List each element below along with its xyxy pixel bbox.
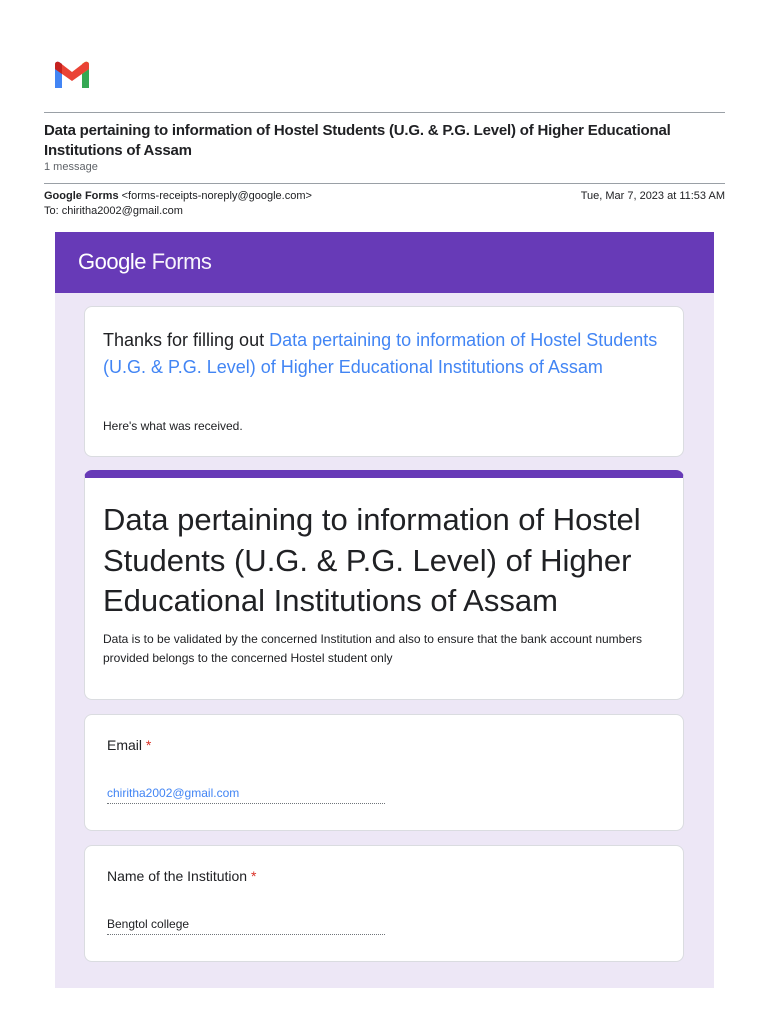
message-count: 1 message	[44, 161, 98, 173]
institution-answer: Bengtol college	[107, 917, 385, 935]
form-title: Data pertaining to information of Hostel Students (U.G. & P.G. Level) of Higher Educational Institutions of Assam	[103, 502, 641, 618]
thanks-message	[103, 327, 663, 380]
question-card-institution	[84, 845, 684, 962]
google-forms-logo	[78, 249, 211, 275]
form-description: Data is to be validated by the concerned Institution and also to ensure that the bank account numbers provided belongs to the concerned Hostel student only	[103, 632, 643, 665]
question-card-email	[84, 714, 684, 831]
subject-divider	[44, 183, 725, 184]
sender-line	[44, 190, 312, 202]
google-forms-header	[55, 232, 714, 293]
thanks-prefix: Thanks for filling out	[103, 330, 270, 350]
thanks-card	[84, 306, 684, 457]
gmail-logo-icon	[52, 58, 92, 90]
form-link[interactable]: Data pertaining to information of Hostel Students (U.G. & P.G. Level) of Higher Educational Institutions of Assam	[103, 330, 658, 377]
brand-forms: Forms	[151, 249, 212, 274]
sender-email: <forms-receipts-noreply@google.com>	[121, 190, 312, 202]
sender-name: Google Forms	[44, 190, 119, 202]
required-asterisk: *	[250, 868, 257, 884]
question-label	[107, 868, 256, 884]
question-label	[107, 737, 151, 753]
form-title-card	[84, 470, 684, 700]
email-answer[interactable]: chiritha2002@gmail.com	[107, 786, 385, 804]
header-divider	[44, 112, 725, 113]
required-asterisk: *	[145, 737, 152, 753]
question-text: Name of the Institution	[107, 868, 248, 884]
received-note: Here's what was received.	[103, 419, 243, 433]
recipient-line: To: chiritha2002@gmail.com	[44, 205, 183, 217]
email-subject: Data pertaining to information of Hostel Students (U.G. & P.G. Level) of Higher Educational Institutions of Assam	[44, 122, 671, 159]
question-text: Email	[107, 737, 143, 753]
brand-google: Google	[78, 249, 146, 274]
email-date: Tue, Mar 7, 2023 at 11:53 AM	[580, 190, 725, 202]
